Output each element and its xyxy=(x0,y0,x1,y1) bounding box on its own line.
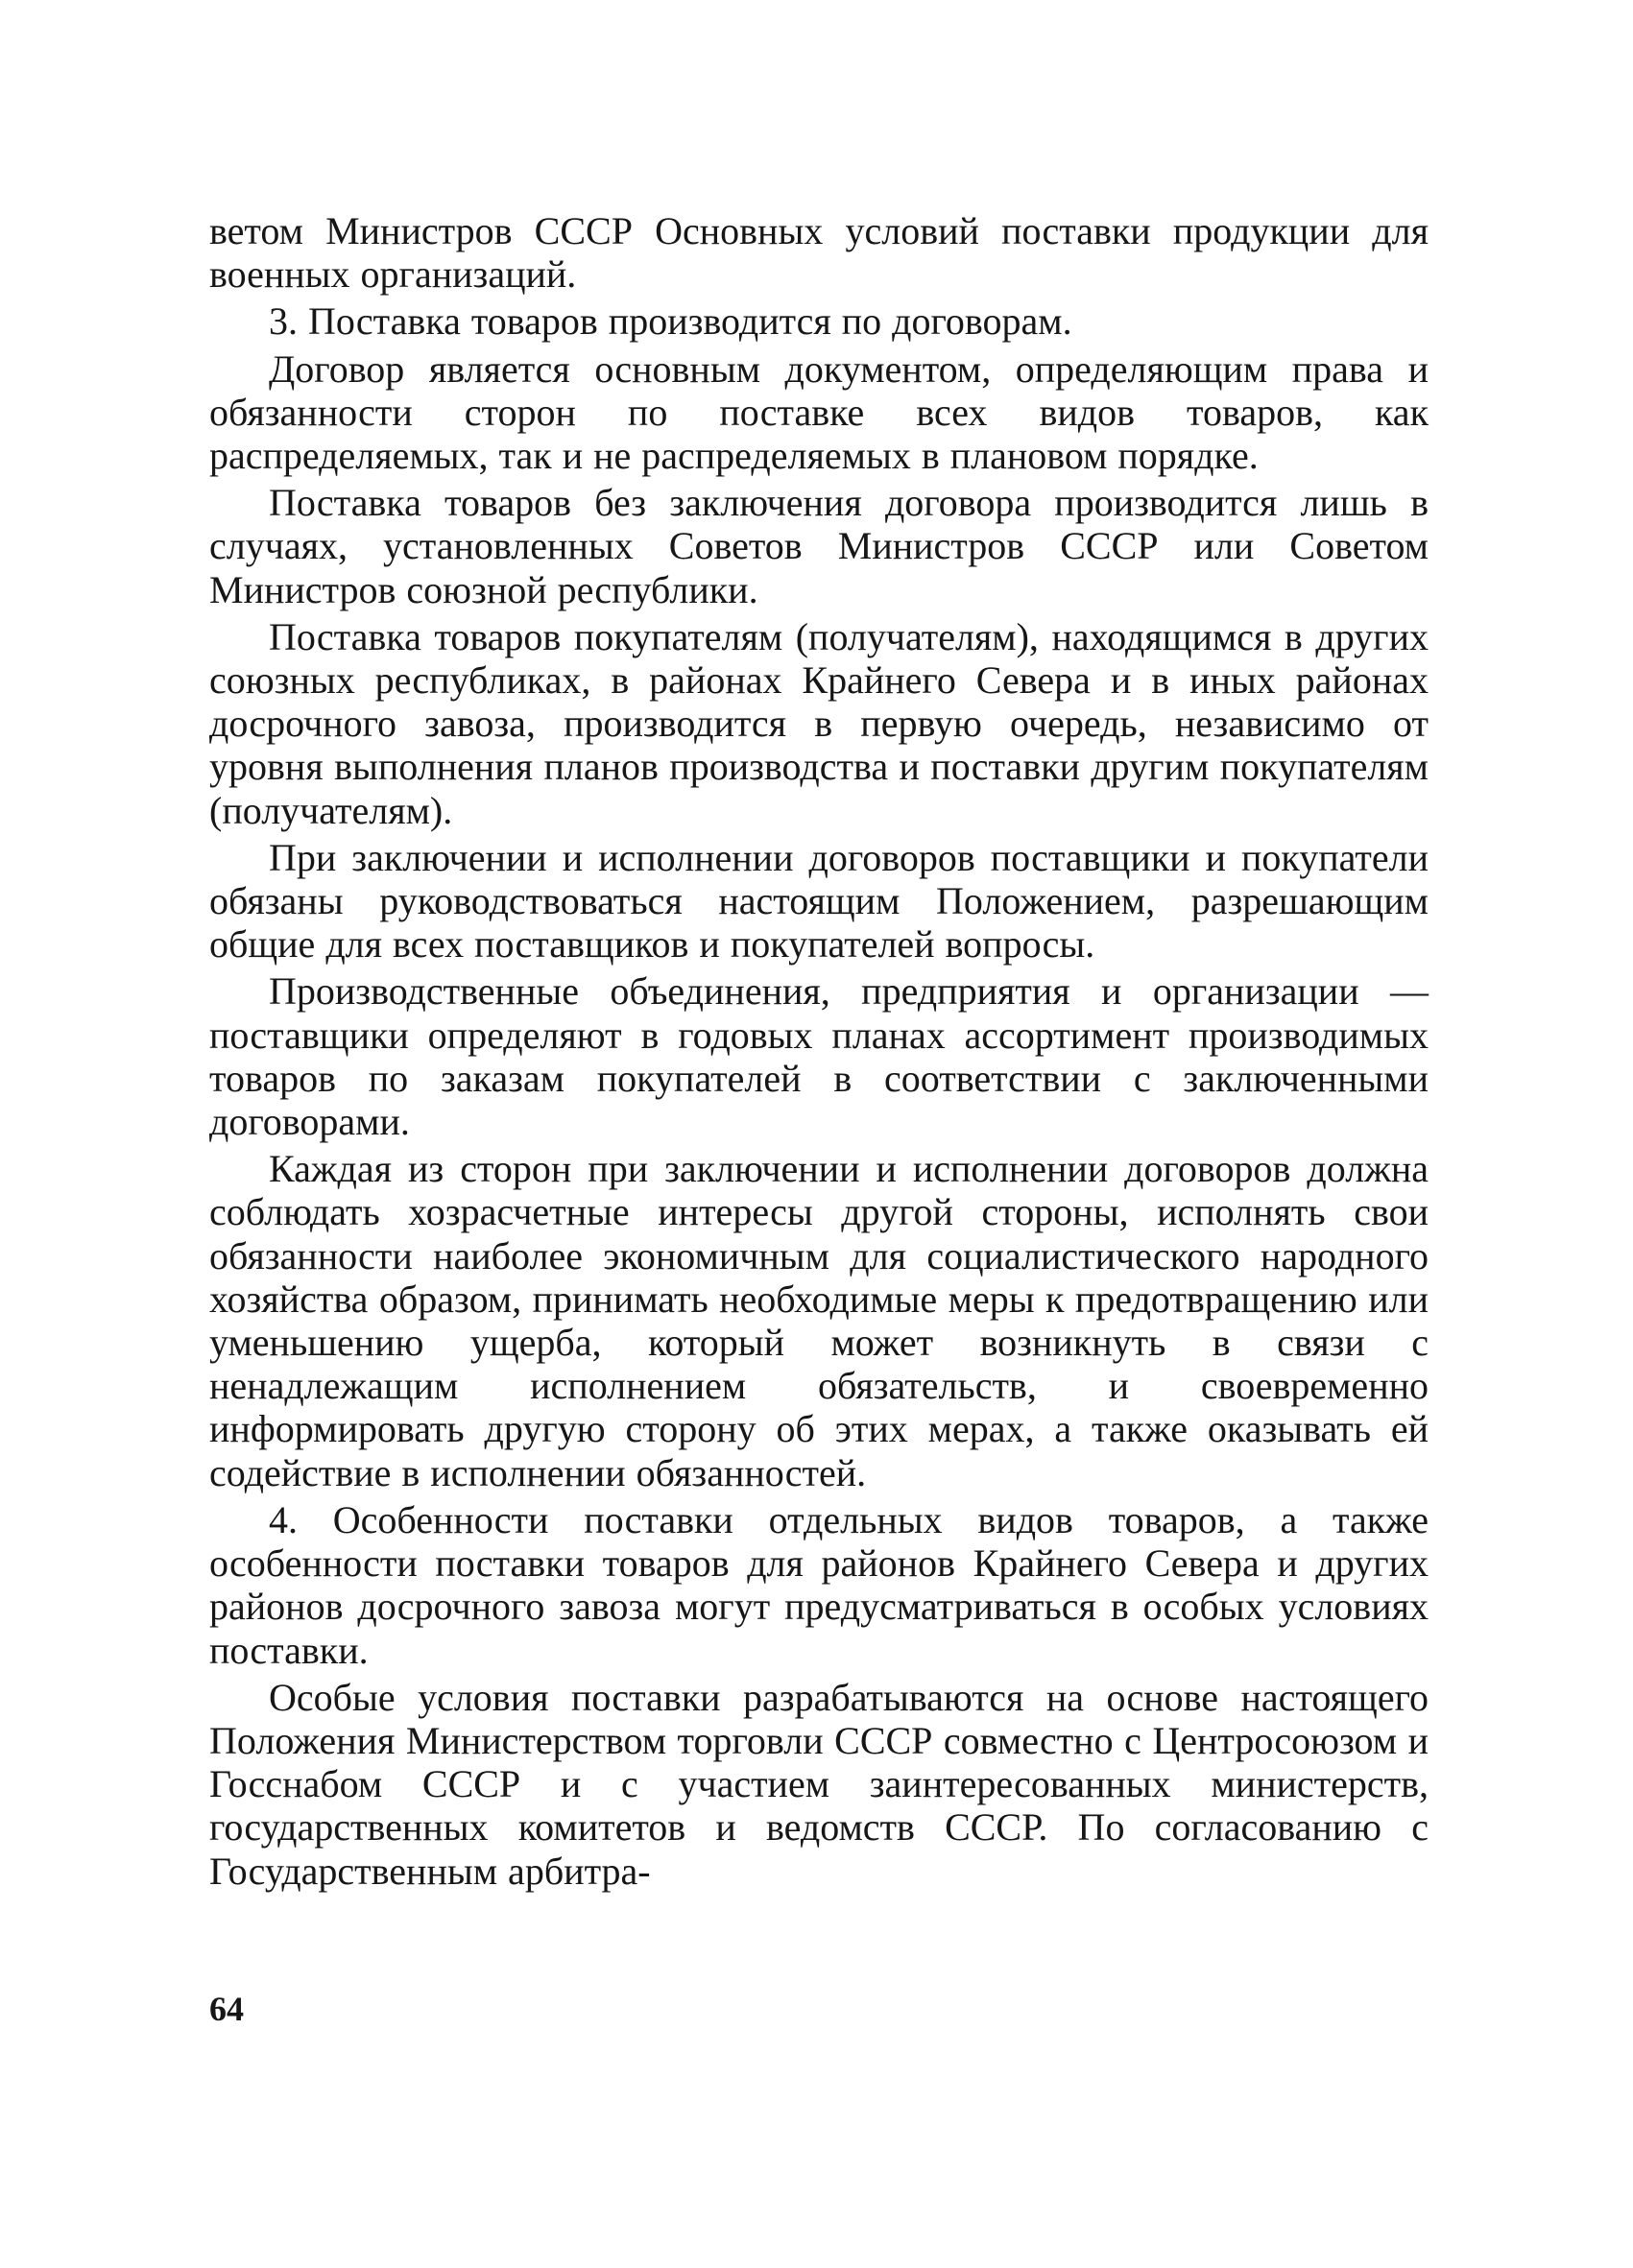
paragraph-clause-3: 3. Поставка товаров производится по договорам. xyxy=(269,299,1072,344)
paragraph-priority-supply: Поставка товаров покупателям (получателям), находящимся в других союзных республиках, в районах Крайнего Севера и в иных районах досрочного завоза, производится в первую очередь, независимо от уровня выполнения планов производства и поставки другим покупателям (получателям). xyxy=(209,614,1429,832)
paragraph-party-duties: Каждая из сторон при заключении и исполнении договоров должна соблюдать хозрасчетные интересы другой стороны, исполнять свои обязанности наиболее экономичным для социалистического народного хозяйства образом, принимать необходимые меры к предотвращению или уменьшению ущерба, который может возникнуть в связи с ненадлежащим исполнением обязательств, и своевременно информировать другую сторону об этих мерах, а также оказывать ей содействие в исполнении обязанностей. xyxy=(209,1147,1429,1494)
page-number: 64 xyxy=(209,1990,244,2028)
body-text xyxy=(209,209,1429,1897)
paragraph-special-conditions: Особые условия поставки разрабатываются на основе настоящего Положения Министерством торговли СССР совместно с Центросоюзом и Госснабом СССР и с участием заинтересованных министерств, государственных комитетов и ведомств СССР. По согласованию с Государственным арбитра- xyxy=(209,1675,1429,1893)
paragraph-obligations: При заключении и исполнении договоров поставщики и покупатели обязаны руководствоваться настоящим Положением, разрешающим общие для всех поставщиков и покупателей вопросы. xyxy=(209,835,1429,967)
paragraph-clause-4: 4. Особенности поставки отдельных видов товаров, а также особенности поставки товаров для районов Крайнего Севера и других районов досрочного завоза могут предусматриваться в особых условиях поставки. xyxy=(209,1497,1429,1672)
paragraph-contract-definition: Договор является основным документом, определяющим права и обязанности сторон по поставке всех видов товаров, как распределяемых, так и не распределяемых в плановом порядке. xyxy=(209,346,1429,478)
paragraph-continuation: ветом Министров СССР Основных условий поставки продукции для военных организаций. xyxy=(209,209,1429,297)
paragraph-production-plans: Производственные объединения, предприятия и организации — поставщики определяют в годовых планах ассортимент производимых товаров по заказам покупателей в соответствии с заключенными договорами. xyxy=(209,969,1429,1144)
paragraph-no-contract-supply: Поставка товаров без заключения договора производится лишь в случаях, установленных Советов Министров СССР или Советом Министров союзной республики. xyxy=(209,481,1429,611)
